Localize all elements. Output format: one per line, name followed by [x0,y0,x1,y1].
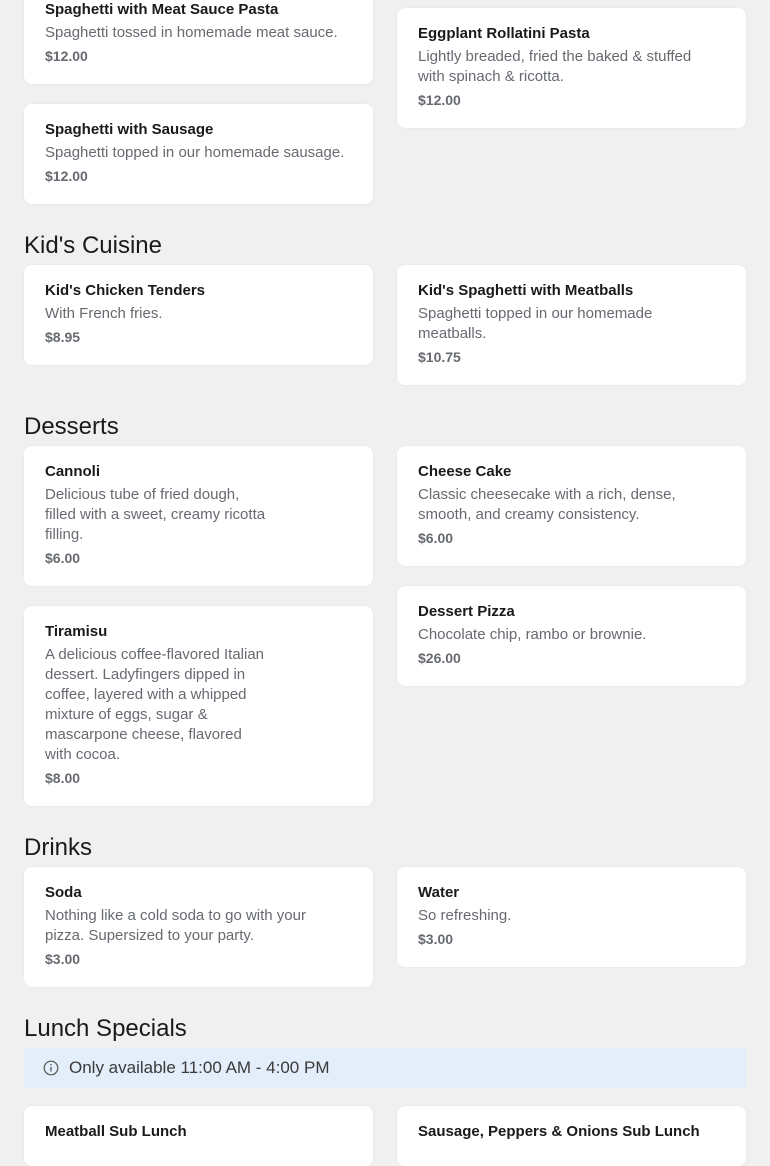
menu-item-card[interactable] [397,586,746,686]
menu-item-name: Spaghetti with Sausage [45,121,214,138]
menu-item-name: Kid's Spaghetti with Meatballs [418,282,634,299]
menu-item-card[interactable] [24,446,373,586]
menu-item-description: Delicious tube of fried dough, filled with a sweet, creamy ricotta filling. [45,486,266,543]
section-title: Kid's Cuisine [24,232,162,259]
menu-item-price: $12.00 [45,48,88,64]
menu-item-description: Nothing like a cold soda to go with your pizza. Supersized to your party. [45,907,306,944]
menu-item-card[interactable] [397,1106,746,1166]
menu-item-card[interactable] [24,104,373,204]
menu-item-price: $6.00 [45,550,81,566]
menu-item-card[interactable] [24,265,373,365]
menu-item-name: Soda [45,884,82,901]
menu-item-name: Sausage, Peppers & Onions Sub Lunch [418,1123,700,1140]
menu-item-price: $3.00 [45,951,81,967]
section-title: Lunch Specials [24,1015,187,1042]
menu-item-name: Cannoli [45,463,100,480]
menu-item-card[interactable] [24,606,373,806]
menu-item-price: $8.00 [45,770,81,786]
menu-item-description: So refreshing. [418,907,512,924]
menu-item-price: $6.00 [418,530,454,546]
menu-item-description: Classic cheesecake with a rich, dense, smooth, and creamy consistency. [418,486,676,523]
menu-item-description: Lightly breaded, fried the baked & stuffed with spinach & ricotta. [418,48,692,85]
info-icon [43,1060,59,1076]
menu-item-name: Water [418,884,460,901]
menu-item-description: Spaghetti tossed in homemade meat sauce. [45,24,338,41]
availability-notice [24,1048,746,1088]
menu-item-price: $12.00 [45,168,88,184]
menu-item-price: $12.00 [418,92,461,108]
menu-item-card[interactable] [397,867,746,967]
section-title: Drinks [24,834,93,861]
menu-item-name: Meatball Sub Lunch [45,1123,187,1140]
menu-item-price: $8.95 [45,329,81,345]
menu-item-card[interactable] [24,0,373,84]
menu-item-description: Spaghetti topped in our homemade sausage. [45,144,345,161]
availability-notice-text: Only available 11:00 AM - 4:00 PM [69,1058,330,1077]
menu-item-card[interactable] [397,446,746,566]
menu-item-name: Cheese Cake [418,463,512,480]
menu-item-price: $3.00 [418,931,454,947]
menu-item-name: Spaghetti with Meat Sauce Pasta [45,1,279,18]
menu-item-card[interactable] [24,867,373,987]
menu-item-description: Chocolate chip, rambo or brownie. [418,626,647,643]
section-title: Desserts [24,413,119,440]
menu-item-name: Kid's Chicken Tenders [45,282,205,299]
menu-item-description: With French fries. [45,305,163,322]
menu-item-card[interactable] [397,265,746,385]
menu-item-price: $26.00 [418,650,461,666]
menu-item-name: Tiramisu [45,623,108,640]
menu-item-price: $10.75 [418,349,461,365]
menu-item-description: A delicious coffee-flavored Italian dessert. Ladyfingers dipped in coffee, layered with a whipped mixture of eggs, sugar & mascarpone cheese, flavored with cocoa. [45,646,265,763]
menu-item-name: Eggplant Rollatini Pasta [418,25,590,42]
menu-item-description: Spaghetti topped in our homemade meatballs. [418,305,653,342]
menu-item-name: Dessert Pizza [418,603,515,620]
menu-item-card[interactable] [397,8,746,128]
menu-item-card[interactable] [24,1106,373,1166]
